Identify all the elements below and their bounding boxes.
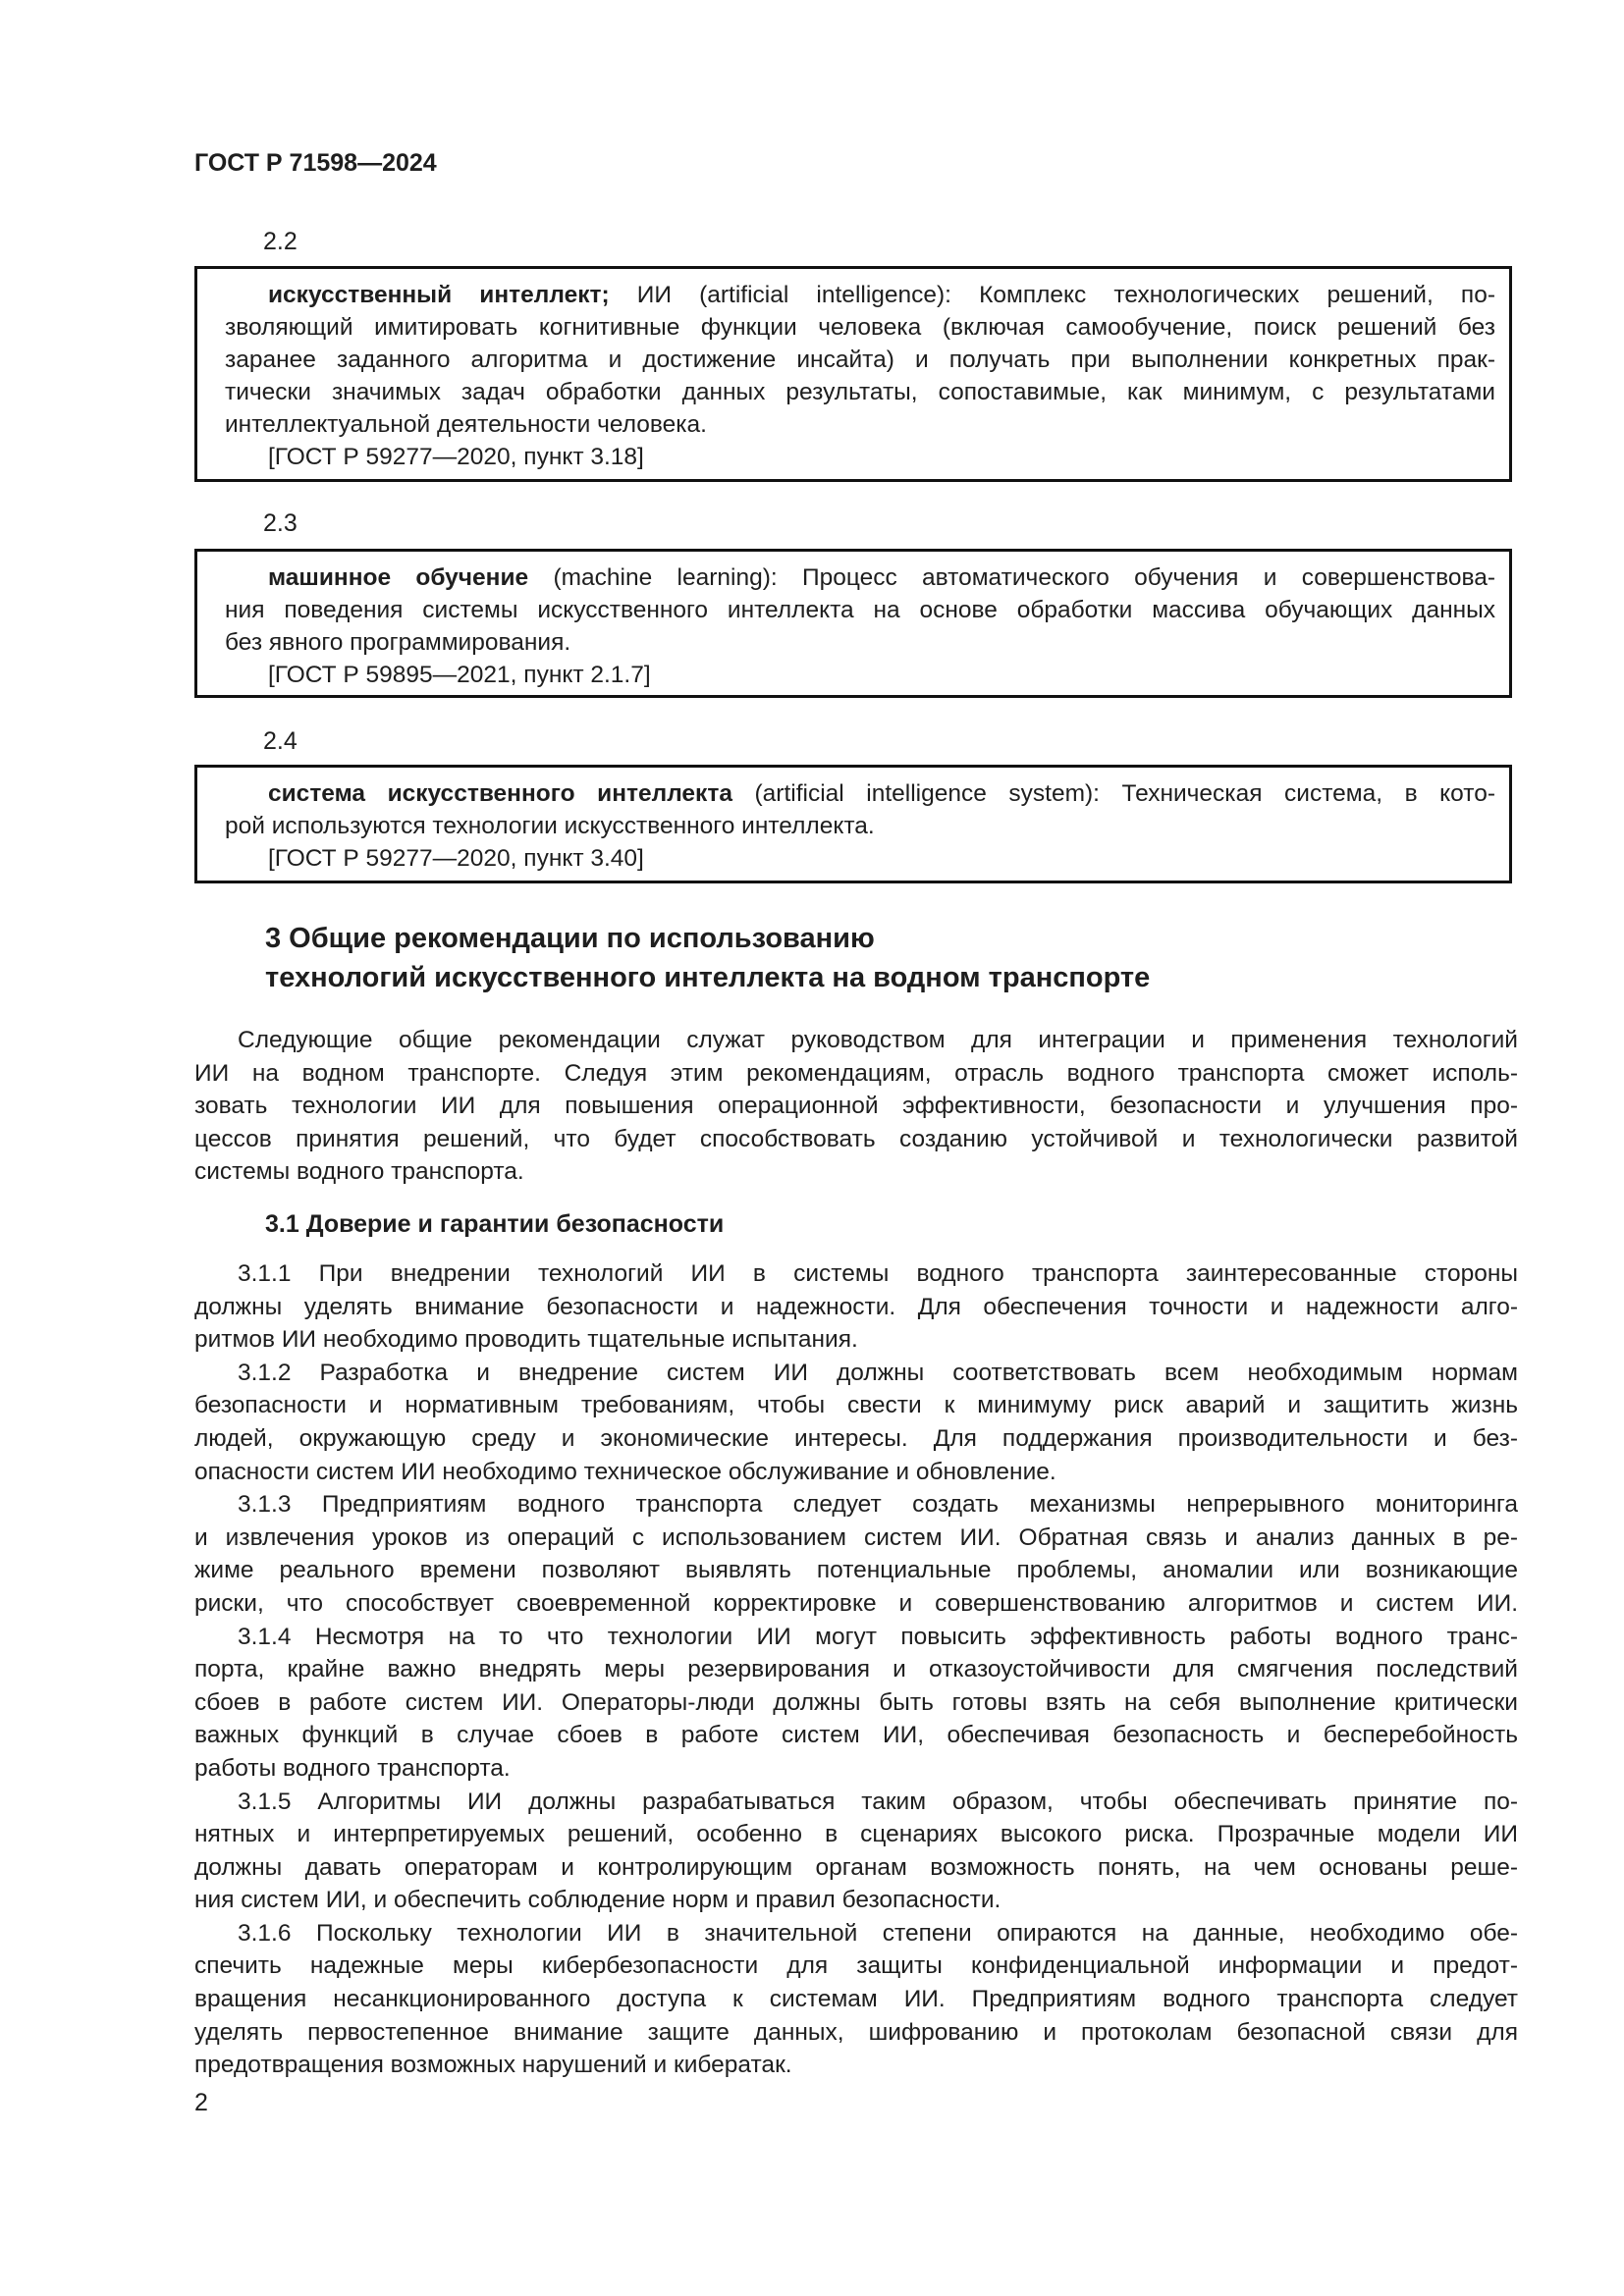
- subsection-body: [194, 1257, 1518, 2082]
- text-line: 3.1.6 Поскольку технологии ИИ в значительной степени опираются на данные, необходимо обе-: [238, 1919, 1518, 1947]
- text-line: цессов принятия решений, что будет способствовать созданию устойчивой и технологически развитой: [194, 1125, 1518, 1152]
- term-definition-box: [194, 765, 1512, 883]
- text-line: 3.1.4 Несмотря на то что технологии ИИ могут повысить эффективность работы водного транс-: [238, 1623, 1518, 1650]
- text-line: спечить надежные меры кибербезопасности для защиты конфиденциальной информации и предот-: [194, 1952, 1518, 1980]
- definition-line: [225, 279, 1495, 311]
- definition-line: интеллектуальной деятельности человека.: [225, 411, 707, 438]
- term: машинное обучение: [268, 564, 529, 591]
- text-line: нятных и интерпретируемых решений, особенно в сценариях высокого риска. Прозрачные модели ИИ: [194, 1821, 1518, 1848]
- definition-line: [225, 777, 1495, 810]
- text-line: и извлечения уроков из операций с использованием систем ИИ. Обратная связь и анализ данных в ре-: [194, 1523, 1518, 1551]
- definition-text: ИИ (artificial intelligence): Комплекс технологических решений, по-: [609, 282, 1495, 308]
- definition-source: [ГОСТ Р 59277—2020, пункт 3.40]: [268, 845, 644, 872]
- definition-line: без явного программирования.: [225, 629, 571, 656]
- text-line: сбоев в работе систем ИИ. Операторы-люди должны быть готовы взять на себя выполнение критически: [194, 1688, 1518, 1716]
- text-line: опасности систем ИИ необходимо техническое обслуживание и обновление.: [194, 1458, 1056, 1485]
- paragraph-3-1-3: [194, 1488, 1518, 1620]
- definition-line: рой используются технологии искусственного интеллекта.: [225, 813, 875, 839]
- text-line: должны уделять внимание безопасности и надежности. Для обеспечения точности и надежности алго-: [194, 1293, 1518, 1320]
- text-line: уделять первостепенное внимание защите данных, шифрованию и протоколам безопасной связи для: [194, 2018, 1518, 2046]
- text-line: безопасности и нормативным требованиям, чтобы свести к минимуму риск аварий и защитить жизнь: [194, 1392, 1518, 1419]
- term: искусственный интеллект;: [268, 282, 610, 308]
- text-line: 3.1.3 Предприятиям водного транспорта следует создать механизмы непрерывного мониторинга: [238, 1491, 1518, 1519]
- definition-line: ния поведения системы искусственного интеллекта на основе обработки массива обучающих данных: [225, 597, 1495, 623]
- page-number: 2: [194, 2089, 208, 2116]
- definition-source: [ГОСТ Р 59277—2020, пункт 3.18]: [268, 444, 644, 470]
- text-line: работы водного транспорта.: [194, 1754, 511, 1782]
- term-number: 2.2: [263, 228, 298, 255]
- text-line: ИИ на водном транспорте. Следуя этим рекомендациям, отрасль водного транспорта сможет исполь-: [194, 1059, 1518, 1087]
- definition-text: (artificial intelligence system): Техническая система, в кото-: [731, 780, 1495, 807]
- text-line: риски, что способствует своевременной корректировке и совершенствованию алгоритмов и систем ИИ.: [194, 1589, 1518, 1617]
- text-line: ритмов ИИ необходимо проводить тщательные испытания.: [194, 1326, 858, 1354]
- definition-line: зволяющий имитировать когнитивные функции человека (включая самообучение, поиск решений без: [225, 314, 1495, 341]
- text-line: важных функций в случае сбоев в работе систем ИИ, обеспечивая безопасность и бесперебойность: [194, 1722, 1518, 1749]
- text-line: людей, окружающую среду и экономические интересы. Для поддержания производительности и без-: [194, 1424, 1518, 1452]
- text-line: ния систем ИИ, и обеспечить соблюдение норм и правил безопасности.: [194, 1887, 1001, 1914]
- paragraph-3-1-5: [194, 1786, 1518, 1917]
- section-heading-line: технологий искусственного интеллекта на водном транспорте: [265, 962, 1151, 993]
- paragraph-3-1-4: [194, 1621, 1518, 1786]
- definition-line: [225, 561, 1495, 594]
- text-line: 3.1.1 При внедрении технологий ИИ в системы водного транспорта заинтересованные стороны: [238, 1260, 1518, 1287]
- section-intro: [194, 1024, 1518, 1189]
- text-line: Следующие общие рекомендации служат руководством для интеграции и применения технологий: [238, 1027, 1518, 1053]
- text-line: должны давать операторам и контролирующим органам возможность понять, на чем основаны реше-: [194, 1853, 1518, 1881]
- paragraph-3-1-2: [194, 1357, 1518, 1488]
- document-header: ГОСТ Р 71598—2024: [194, 149, 437, 177]
- section-heading: [265, 919, 1150, 997]
- term-definition-box: [194, 266, 1512, 482]
- text-line: жиме реального времени позволяют выявлять потенциальные проблемы, аномалии или возникающие: [194, 1557, 1518, 1584]
- definition-line: тически значимых задач обработки данных результаты, сопоставимые, как минимум, с результатами: [225, 379, 1495, 405]
- definition-source: [ГОСТ Р 59895—2021, пункт 2.1.7]: [268, 662, 651, 688]
- term: система искусственного интеллекта: [268, 780, 732, 807]
- paragraph-3-1-1: [194, 1257, 1518, 1357]
- definition-text: (machine learning): Процесс автоматического обучения и совершенствова-: [528, 564, 1496, 591]
- text-line: 3.1.5 Алгоритмы ИИ должны разрабатываться таким образом, чтобы обеспечивать принятие по-: [238, 1788, 1518, 1815]
- text-line: порта, крайне важно внедрять меры резервирования и отказоустойчивости для смягчения последствий: [194, 1656, 1518, 1683]
- definition-line: заранее заданного алгоритма и достижение инсайта) и получать при выполнении конкретных прак-: [225, 347, 1495, 373]
- term-number: 2.3: [263, 509, 298, 537]
- text-line: вращения несанкционированного доступа к системам ИИ. Предприятиям водного транспорта следует: [194, 1986, 1518, 2013]
- text-line: 3.1.2 Разработка и внедрение систем ИИ должны соответствовать всем необходимым нормам: [238, 1359, 1518, 1386]
- paragraph-3-1-6: [194, 1917, 1518, 2082]
- section-heading-line: 3 Общие рекомендации по использованию: [265, 923, 875, 954]
- term-definition-box: [194, 549, 1512, 698]
- text-line: предотвращения возможных нарушений и кибератак.: [194, 2052, 792, 2079]
- text-line: системы водного транспорта.: [194, 1158, 524, 1186]
- text-line: зовать технологии ИИ для повышения операционной эффективности, безопасности и улучшения про-: [194, 1093, 1518, 1120]
- subsection-heading: 3.1 Доверие и гарантии безопасности: [265, 1210, 725, 1238]
- term-number: 2.4: [263, 727, 298, 755]
